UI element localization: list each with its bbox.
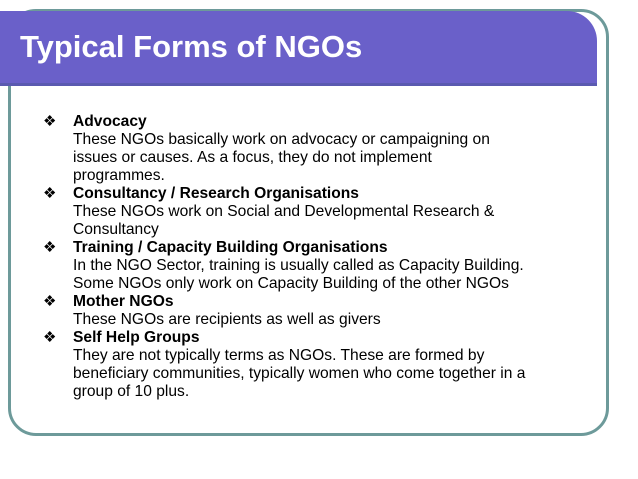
description-line: Some NGOs only work on Capacity Building of the other NGOs: [73, 275, 509, 292]
diamond-bullet-icon: ❖: [43, 113, 57, 130]
item-heading: Self Help Groups: [73, 329, 200, 346]
diamond-bullet-icon: ❖: [43, 293, 57, 310]
item-heading: Training / Capacity Building Organisations: [73, 239, 388, 256]
description-line: beneficiary communities, typically women who come together in a: [73, 365, 526, 382]
description-line: These NGOs are recipients as well as givers: [73, 311, 381, 328]
list-item-consultancy: [0, 185, 613, 239]
item-heading: Mother NGOs: [73, 293, 174, 310]
description-line: programmes.: [73, 167, 165, 184]
diamond-bullet-icon: ❖: [43, 329, 57, 346]
item-heading: Consultancy / Research Organisations: [73, 185, 359, 202]
item-description: [73, 347, 613, 401]
list-item-mother-ngos: [0, 293, 613, 329]
description-line: These NGOs work on Social and Developmental Research &: [73, 203, 495, 220]
list-item-self-help-groups: [0, 329, 613, 401]
description-line: These NGOs basically work on advocacy or campaigning on: [73, 131, 490, 148]
description-line: Consultancy: [73, 221, 159, 238]
item-description: [73, 311, 613, 329]
list-item-training: [0, 239, 613, 293]
slide-title: Typical Forms of NGOs: [20, 29, 363, 64]
title-divider: [0, 83, 597, 86]
diamond-bullet-icon: ❖: [43, 239, 57, 256]
list-item-advocacy: [0, 113, 613, 185]
diamond-bullet-icon: ❖: [43, 185, 57, 202]
item-description: [73, 257, 613, 293]
description-line: issues or causes. As a focus, they do not implement: [73, 149, 432, 166]
item-description: [73, 131, 613, 185]
description-line: They are not typically terms as NGOs. These are formed by: [73, 347, 485, 364]
description-line: In the NGO Sector, training is usually called as Capacity Building.: [73, 257, 524, 274]
description-line: group of 10 plus.: [73, 383, 190, 400]
item-heading: Advocacy: [73, 113, 147, 130]
ngo-forms-list: [0, 113, 613, 401]
item-description: [73, 203, 613, 239]
